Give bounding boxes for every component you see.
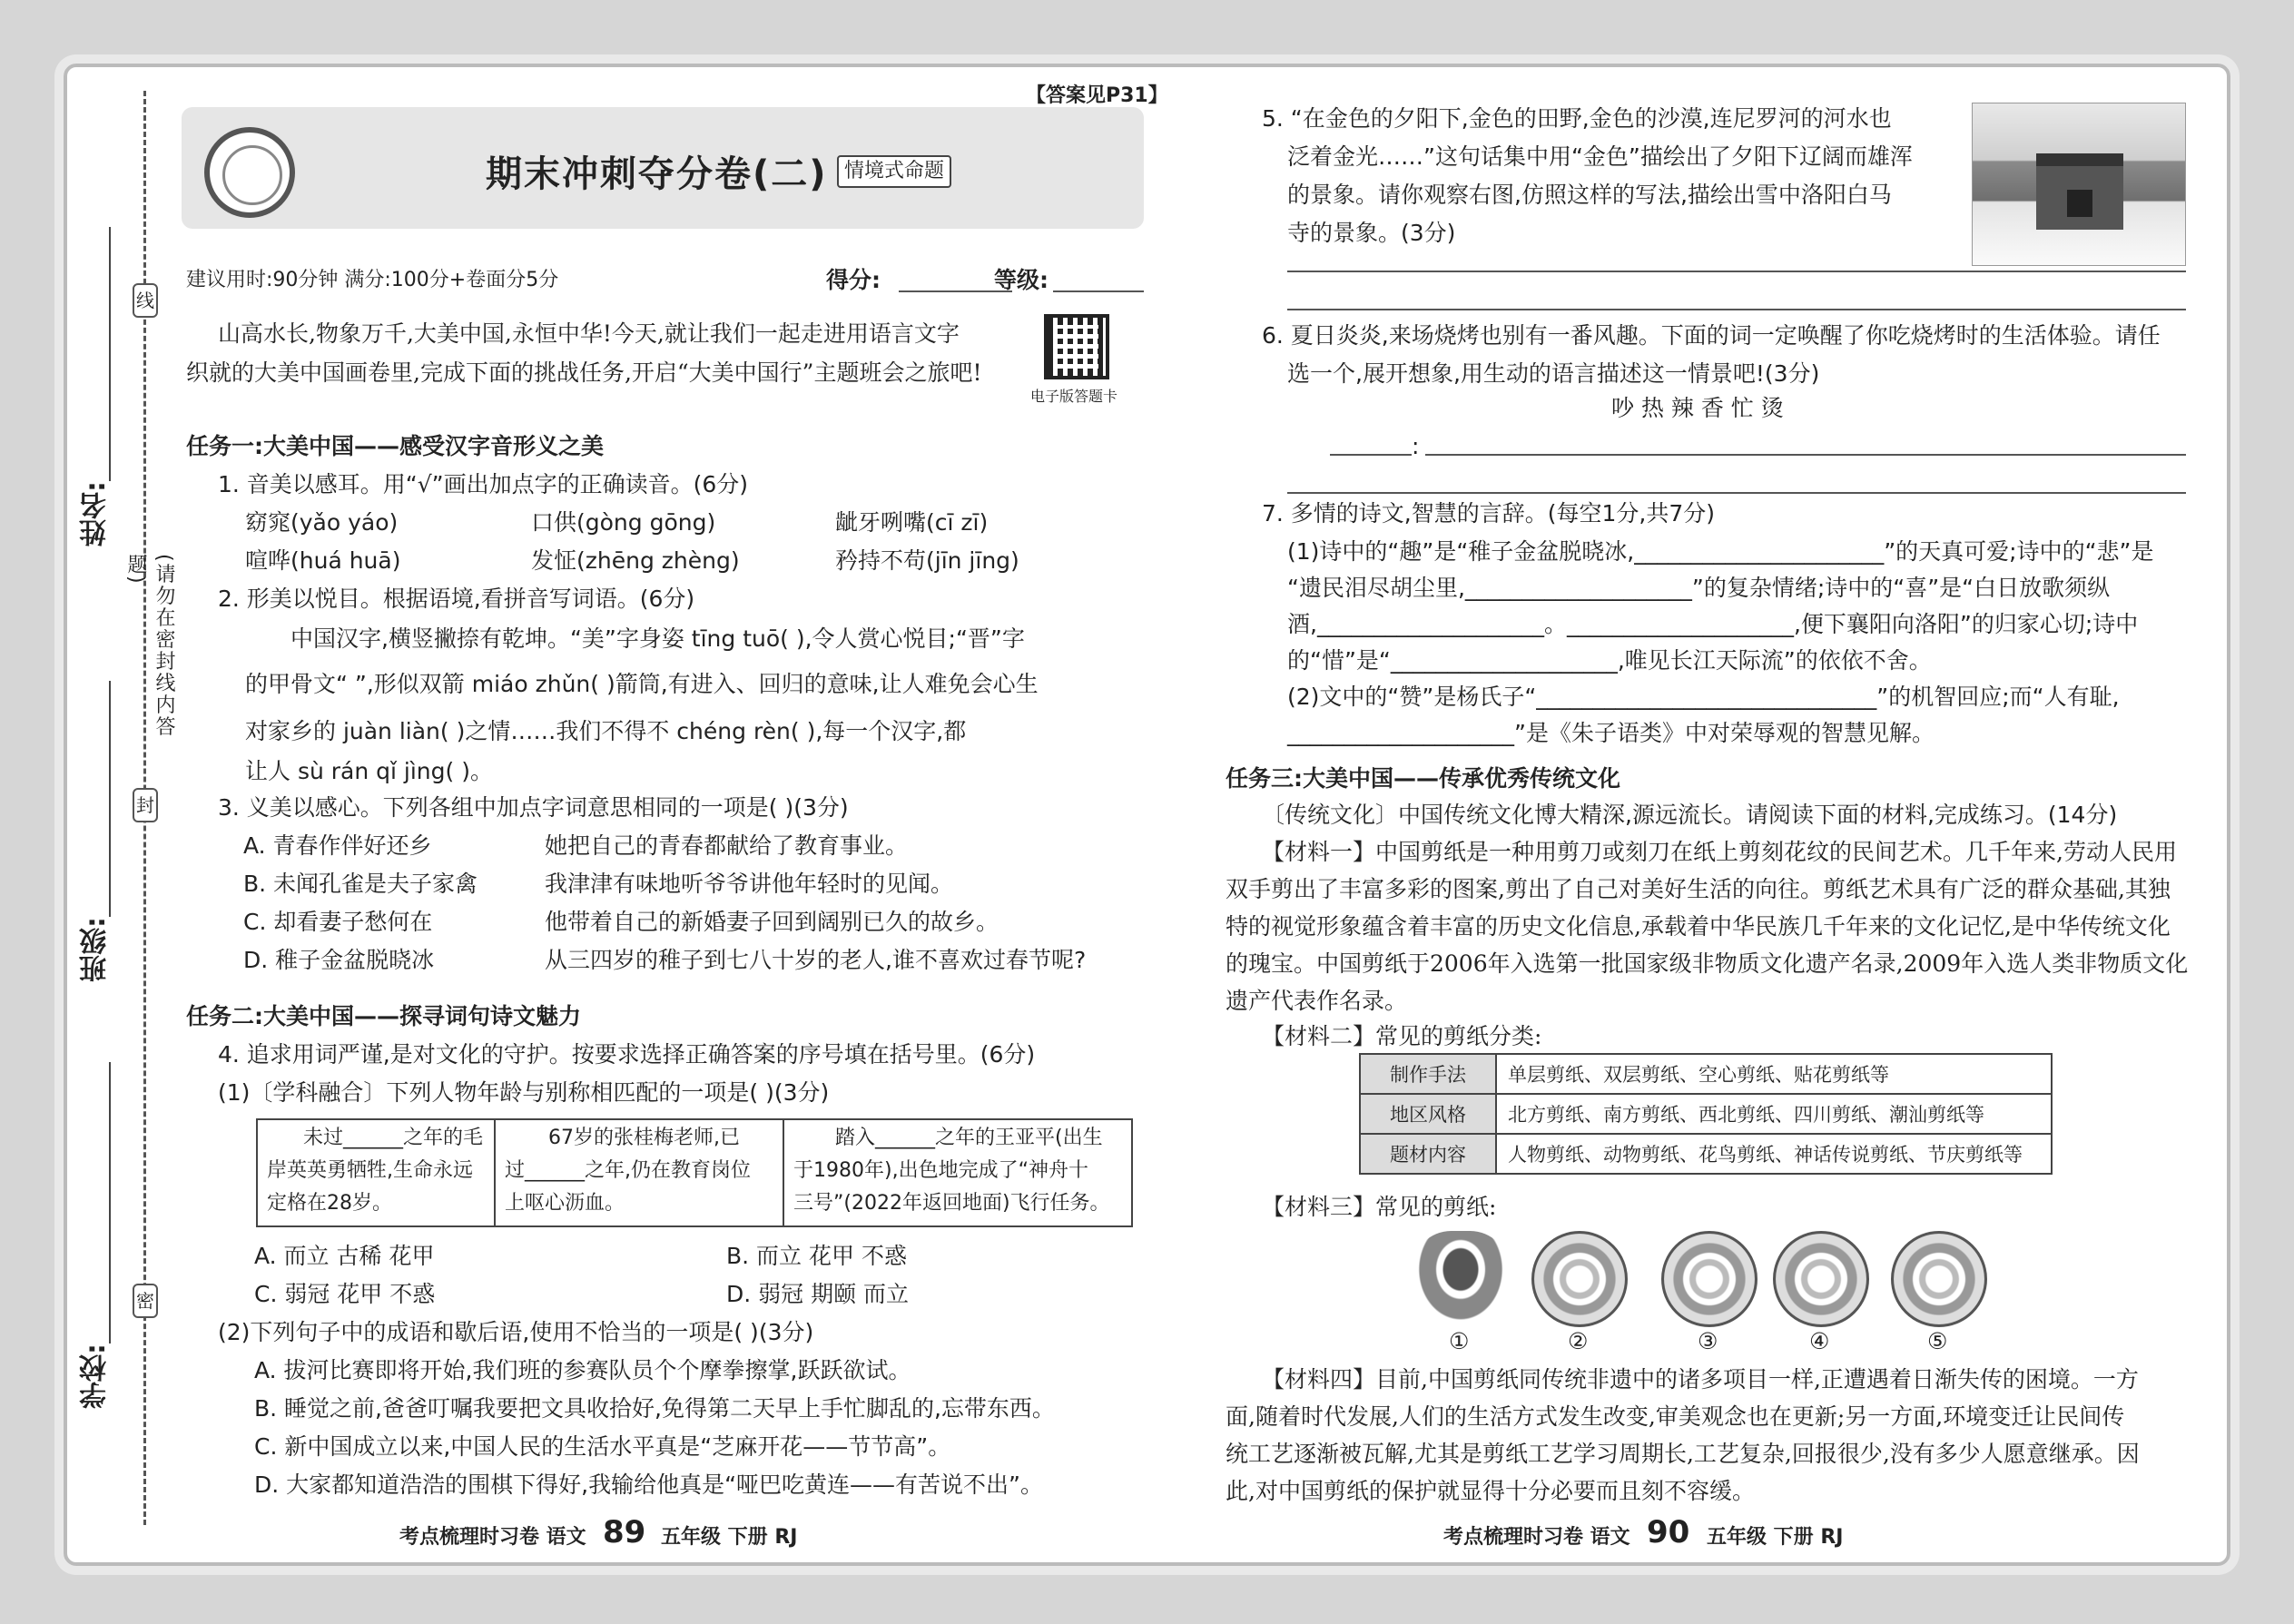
- q1-option[interactable]: 矜持不苟(jīn jīng): [835, 547, 1019, 574]
- q4-2-option[interactable]: C. 新中国成立以来,中国人民的生活水平真是“芝麻开花——节节高”。: [254, 1433, 951, 1460]
- material-4-line: 统工艺逐渐被瓦解,尤其是剪纸工艺学习周期长,工艺复杂,回报很少,没有多少人愿意继承。因: [1226, 1441, 2140, 1467]
- seal-mark-line: 线: [133, 283, 158, 318]
- footer-grade: 五年级 下册 RJ: [1707, 1526, 1844, 1549]
- q7-line[interactable]: (2)文中的“赞”是杨氏子“______________________________”的机智回应;而“人有耻,: [1287, 684, 2120, 710]
- page-number-right: 90: [1647, 1514, 1690, 1550]
- task-2-heading: 任务二:大美中国——探寻词句诗文魅力: [186, 1003, 581, 1029]
- q3-prompt: 3. 义美以感心。下列各组中加点字词意思相同的一项是( )(3分): [218, 794, 849, 821]
- table-cell: 北方剪纸、南方剪纸、西北剪纸、四川剪纸、潮汕剪纸等: [1496, 1094, 2052, 1134]
- name-label: 姓名:: [80, 481, 112, 546]
- q2-passage-line: 让人 sù rán qǐ jìng( )。: [245, 758, 493, 784]
- task-3-heading: 任务三:大美中国——传承优秀传统文化: [1226, 765, 1620, 792]
- material-4-line: 面,随着时代发展,人们的生活方式发生改变,审美观念也在更新;另一方面,环境变迁让民间传: [1226, 1403, 2125, 1430]
- q2-passage-line: 对家乡的 juàn liàn( )之情……我们不得不 chéng rèn( ),每一个汉字,都: [245, 718, 967, 744]
- q7-line[interactable]: “遗民泪尽胡尘里,____________________”的复杂情绪;诗中的“喜”是“白日放歌须纵: [1287, 575, 2111, 601]
- footer-series: 考点梳理时习卷 语文: [1443, 1526, 1630, 1549]
- figure-number: ⑤: [1927, 1328, 1948, 1354]
- q4-prompt: 4. 追求用词严谨,是对文化的守护。按要求选择正确答案的序号填在括号里。(6分): [218, 1041, 1036, 1068]
- q6-prompt-line: 选一个,展开想象,用生动的语言描述这一情景吧!(3分): [1287, 360, 1820, 387]
- q2-passage-line: 的甲骨文“ ”,形似双箭 miáo zhǔn( )箭筒,有进入、回归的意味,让人难免会心生: [245, 671, 1039, 697]
- grade-label: 等级:: [994, 267, 1049, 293]
- q3-option[interactable]: C. 却看妻子愁何在: [243, 909, 433, 935]
- q4-2-option[interactable]: B. 睡觉之前,爸爸叮嘱我要把文具收拾好,免得第二天早上手忙脚乱的,忘带东西。: [254, 1395, 1055, 1422]
- q2-prompt: 2. 形美以悦目。根据语境,看拼音写词语。(6分): [218, 586, 695, 612]
- q1-prompt: 1. 音美以感耳。用“√”画出加点字的正确读音。(6分): [218, 471, 749, 497]
- q4-1-option[interactable]: B. 而立 花甲 不惑: [726, 1243, 907, 1269]
- table-cell: 单层剪纸、双层剪纸、空心剪纸、贴花剪纸等: [1496, 1054, 2052, 1094]
- q4-2-prompt: (2)下列句子中的成语和歇后语,使用不恰当的一项是( )(3分): [218, 1319, 814, 1345]
- seal-note: (请勿在密封线内答题): [124, 554, 175, 738]
- q7-line[interactable]: ____________________”是《朱子语类》中对荣辱观的智慧见解。: [1287, 720, 1935, 746]
- q7-prompt: 7. 多情的诗文,智慧的言辞。(每空1分,共7分): [1262, 500, 1716, 527]
- figure-number: ③: [1698, 1328, 1718, 1354]
- page-title: 期末冲刺夺分卷(二): [486, 153, 828, 195]
- title-tag: 情境式命题: [837, 155, 951, 188]
- publisher-logo-icon: [204, 127, 295, 218]
- q3-option[interactable]: A. 青春作伴好还乡: [243, 832, 432, 859]
- table-header-cell: 制作手法: [1360, 1054, 1496, 1094]
- papercut-category-table: [1359, 1053, 2053, 1175]
- figure-number: ④: [1809, 1328, 1830, 1354]
- q6-prompt-line: 6. 夏日炎炎,来场烧烤也别有一番风趣。下面的词一定唤醒了你吃烧烤时的生活体验。请任: [1262, 322, 2161, 349]
- material-3-heading: 【材料三】常见的剪纸:: [1262, 1194, 1497, 1220]
- intro-line-1: 山高水长,物象万千,大美中国,永恒中华!今天,就让我们一起走进用语言文字: [218, 320, 960, 347]
- intro-line-2: 织就的大美中国画卷里,完成下面的挑战任务,开启“大美中国行”主题班会之旅吧!: [186, 359, 982, 386]
- q4-box-text: 67岁的张桂梅老师,已: [548, 1127, 740, 1149]
- q6-word-choices[interactable]: 吵 热 辣 香 忙 烫: [1611, 395, 1784, 421]
- q3-option-example: 从三四岁的稚子到七八十岁的老人,谁不喜欢过春节呢?: [545, 947, 1087, 973]
- figure-number: ②: [1568, 1328, 1589, 1354]
- papercut-longevity-icon: [1661, 1231, 1757, 1327]
- papercut-flower-bird-icon: [1773, 1231, 1869, 1327]
- q4-box-text: 岸英英勇牺牲,生命永远: [267, 1159, 473, 1182]
- q3-option[interactable]: D. 稚子金盆脱晓冰: [243, 947, 435, 973]
- q5-answer-line[interactable]: [1287, 309, 2186, 310]
- q4-1-option[interactable]: D. 弱冠 期颐 而立: [726, 1281, 910, 1307]
- school-field[interactable]: [109, 1062, 111, 1343]
- q4-box-text: 踏入______之年的王亚平(出生: [835, 1127, 1103, 1149]
- q6-answer-line[interactable]: [1425, 454, 2186, 456]
- seal-mark-secret: 密: [133, 1284, 158, 1318]
- answer-reference: 【答案见P31】: [1026, 84, 1168, 107]
- q1-option[interactable]: 龇牙咧嘴(cī zī): [835, 509, 989, 536]
- material-4-line: 【材料四】目前,中国剪纸同传统非遗中的诸多项目一样,正遭遇着日渐失传的困境。一方: [1262, 1366, 2139, 1393]
- grade-field[interactable]: [1053, 290, 1144, 292]
- q5-prompt-line: 的景象。请你观察右图,仿照这样的写法,描绘出雪中洛阳白马: [1287, 182, 1892, 208]
- q4-2-option[interactable]: D. 大家都知道浩浩的围棋下得好,我输给他真是“哑巴吃黄连——有苦说不出”。: [254, 1471, 1043, 1498]
- class-field[interactable]: [109, 681, 111, 917]
- q4-box-text: 过______之年,仍在教育岗位: [505, 1159, 751, 1182]
- q1-option[interactable]: 发怔(zhēng zhèng): [531, 547, 740, 574]
- papercut-fortune-icon: [1891, 1231, 1987, 1327]
- white-horse-temple-photo: [1972, 103, 2186, 266]
- qr-caption: 电子版答题卡: [1030, 388, 1118, 405]
- page-number-left: 89: [603, 1514, 646, 1550]
- qr-code-icon[interactable]: [1044, 314, 1109, 379]
- q7-line[interactable]: 的“惜”是“____________________,唯见长江天际流”的依依不舍。: [1287, 647, 1932, 674]
- q5-prompt-line: 5. “在金色的夕阳下,金色的田野,金色的沙漠,连尼罗河的河水也: [1262, 105, 1892, 132]
- q4-box-text: 上呕心沥血。: [505, 1192, 625, 1215]
- q2-passage-line: 中国汉字,横竖撇捺有乾坤。“美”字身姿 tīng tuō( ),令人赏心悦目;“晋”字: [290, 625, 1025, 652]
- q3-option[interactable]: B. 未闻孔雀是夫子家禽: [243, 871, 478, 897]
- q6-answer-line[interactable]: [1287, 492, 2186, 494]
- papercut-double-happiness-icon: [1531, 1231, 1628, 1327]
- table-header-cell: 地区风格: [1360, 1094, 1496, 1134]
- q5-prompt-line: 泛着金光……”这句话集中用“金色”描绘出了夕阳下辽阔而雄浑: [1287, 143, 1913, 170]
- seal-mark-seal: 封: [133, 788, 158, 822]
- score-label: 得分:: [826, 267, 881, 293]
- q5-answer-line[interactable]: [1287, 271, 2186, 272]
- table-row: [1360, 1054, 2052, 1094]
- task-1-heading: 任务一:大美中国——感受汉字音形义之美: [186, 433, 604, 459]
- q4-box-text: 定格在28岁。: [267, 1192, 392, 1215]
- q4-1-option[interactable]: A. 而立 古稀 花甲: [254, 1243, 435, 1269]
- q4-1-option[interactable]: C. 弱冠 花甲 不惑: [254, 1281, 436, 1307]
- school-label: 学校:: [80, 1343, 112, 1409]
- q4-box-text: 未过______之年的毛: [303, 1127, 484, 1149]
- time-info: 建议用时:90分钟 满分:100分+卷面分5分: [186, 269, 559, 291]
- table-header-cell: 题材内容: [1360, 1134, 1496, 1174]
- q3-option-example: 我津津有味地听爷爷讲他年轻时的见闻。: [545, 871, 954, 897]
- q1-option[interactable]: 窈窕(yǎo yáo): [245, 509, 399, 536]
- papercut-figure-icon: [1413, 1231, 1509, 1327]
- material-4-line: 此,对中国剪纸的保护就显得十分必要而且刻不容缓。: [1226, 1478, 1755, 1504]
- q6-word-field[interactable]: [1330, 454, 1412, 456]
- task-3-intro: 〔传统文化〕中国传统文化博大精深,源远流长。请阅读下面的材料,完成练习。(14分): [1262, 802, 2118, 828]
- q6-colon: :: [1412, 433, 1420, 459]
- q4-box-text: 于1980年),出色地完成了“神舟十: [793, 1159, 1088, 1182]
- q4-age-box: [256, 1118, 1133, 1227]
- q4-2-option[interactable]: A. 拔河比赛即将开始,我们班的参赛队员个个摩拳擦掌,跃跃欲试。: [254, 1357, 911, 1383]
- material-1-line: 遗产代表作名录。: [1226, 988, 1408, 1014]
- q4-box-text: 三号”(2022年返回地面)飞行任务。: [793, 1192, 1110, 1215]
- material-1-line: 双手剪出了丰富多彩的图案,剪出了自己对美好生活的向往。剪纸艺术具有广泛的群众基础,其独: [1226, 876, 2171, 902]
- q3-option-example: 她把自己的青春都献给了教育事业。: [545, 832, 909, 859]
- q1-option[interactable]: 喧哗(huá huā): [245, 547, 401, 574]
- material-1-line: 的瑰宝。中国剪纸于2006年入选第一批国家级非物质文化遗产名录,2009年入选人类非物质文化: [1226, 950, 2189, 977]
- footer-series: 考点梳理时习卷 语文: [399, 1526, 586, 1549]
- table-cell: 人物剪纸、动物剪纸、花鸟剪纸、神话传说剪纸、节庆剪纸等: [1496, 1134, 2052, 1174]
- figure-number: ①: [1449, 1328, 1470, 1354]
- material-2-heading: 【材料二】常见的剪纸分类:: [1262, 1023, 1542, 1049]
- q1-option[interactable]: 口供(gòng gōng): [531, 509, 716, 536]
- table-row: [1360, 1134, 2052, 1174]
- q5-prompt-line: 寺的景象。(3分): [1287, 220, 1456, 246]
- q7-line[interactable]: (1)诗中的“趣”是“稚子金盆脱晓冰,______________________”的天真可爱;诗中的“悲”是: [1287, 538, 2154, 565]
- material-1-line: 【材料一】中国剪纸是一种用剪刀或刻刀在纸上剪刻花纹的民间艺术。几千年来,劳动人民用: [1262, 839, 2177, 865]
- q7-line[interactable]: 酒,____________________。____________________,便下襄阳向洛阳”的归家心切;诗中: [1287, 611, 2139, 637]
- q4-1-prompt: (1)〔学科融合〕下列人物年龄与别称相匹配的一项是( )(3分): [218, 1079, 830, 1106]
- name-field[interactable]: [109, 227, 111, 481]
- material-1-line: 特的视觉形象蕴含着丰富的历史文化信息,承载着中华民族几千年来的文化记忆,是中华传统文化: [1226, 913, 2171, 940]
- class-label: 班级:: [80, 917, 112, 982]
- footer-grade: 五年级 下册 RJ: [661, 1526, 798, 1549]
- q3-option-example: 他带着自己的新婚妻子回到阔别已久的故乡。: [545, 909, 999, 935]
- table-row: [1360, 1094, 2052, 1134]
